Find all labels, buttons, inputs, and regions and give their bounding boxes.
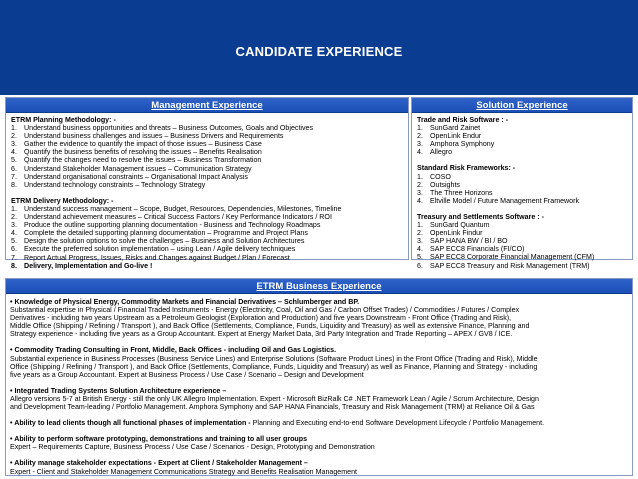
list-item-number: 7. bbox=[11, 253, 17, 262]
list-item-text: Gather the evidence to quantify the impact of those issues – Business Case bbox=[24, 140, 262, 149]
experience-detail-line: Expert - Client and Stakeholder Management Communications Strategy and Benefits Realisation Management bbox=[10, 467, 357, 476]
list-item-text: Allegro bbox=[430, 148, 453, 157]
page-title: CANDIDATE EXPERIENCE bbox=[235, 44, 403, 59]
experience-heading: • Ability to perform software prototyping, demonstrations and training to all user groups bbox=[10, 435, 308, 444]
list-item-text: SAP HANA BW / BI / BO bbox=[430, 237, 508, 246]
list-item-number: 1. bbox=[417, 124, 423, 133]
list-item-number: 5. bbox=[417, 253, 423, 262]
list-item-text: Understand success management – Scope, Budget, Resources, Dependencies, Milestones, Timeline bbox=[24, 204, 342, 213]
list-item-number: 8. bbox=[11, 180, 17, 189]
list-item-text: Understand technology constraints – Technology Strategy bbox=[24, 180, 206, 189]
list-item-text: SunGard Quantum bbox=[430, 221, 490, 230]
list-item bbox=[417, 124, 627, 132]
list-item-text: Outsights bbox=[430, 180, 460, 189]
list-item-text: SAP ECC8 Corporate Financial Management (CFM) bbox=[430, 253, 595, 262]
experience-detail-line: Allegro versions 5-7 at British Energy - still the only UK Allegro Implementation. Expert - Microsoft BizRalk C# .NET Framework Lean / Agile / Scrum Architecture, Design bbox=[10, 394, 539, 403]
etrm-business-experience-panel bbox=[5, 278, 633, 476]
list-item-number: 1. bbox=[417, 221, 423, 230]
experience-heading: • Ability to lead clients though all functional phases of implementation - bbox=[10, 419, 251, 428]
list-item bbox=[417, 262, 627, 270]
planning-methodology-title: ETRM Planning Methodology: - bbox=[11, 116, 116, 124]
list-item-number: 7. bbox=[11, 172, 17, 181]
experience-detail-line: Middle Office (Shipping / Refining / Transport ), and Back Office (Settlements, Compliance, Funds, Liquidity and Treasury) as well as extensive Finance, Planning and bbox=[10, 322, 530, 331]
list-item-text: OpenLink Findur bbox=[430, 229, 483, 238]
list-item bbox=[417, 132, 627, 140]
list-item bbox=[11, 229, 403, 237]
list-item bbox=[11, 213, 403, 221]
list-item bbox=[417, 197, 627, 205]
list-item-number: 3. bbox=[417, 188, 423, 197]
etrm-business-experience-header: ETRM Business Experience bbox=[6, 279, 632, 294]
list-item-number: 4. bbox=[417, 245, 423, 254]
list-item-text: Understand Stakeholder Management issues – Communication Strategy bbox=[24, 164, 252, 173]
list-item-number: 5. bbox=[11, 156, 17, 165]
list-item-text: The Three Horizons bbox=[430, 188, 493, 197]
list-item-text: Execute the preferred solution implementation – using Lean / Agile delivery techniques bbox=[24, 245, 296, 254]
trade-risk-software-list bbox=[417, 124, 627, 156]
list-item-number: 5. bbox=[11, 237, 17, 246]
standard-risk-frameworks-list bbox=[417, 173, 627, 205]
list-item-number: 6. bbox=[417, 261, 423, 270]
list-item-number: 6. bbox=[11, 245, 17, 254]
list-item-number: 4. bbox=[11, 229, 17, 238]
list-item bbox=[417, 140, 627, 148]
list-item-number: 6. bbox=[11, 164, 17, 173]
experience-detail-line: Derivatives - including two years Upstream as a Petroleum Geologist (Exploration and Production) and five years Downstream - Front Office (Trading and Risk), bbox=[10, 314, 512, 323]
delivery-methodology-list bbox=[11, 205, 403, 270]
management-experience-panel bbox=[5, 97, 409, 270]
list-item bbox=[417, 237, 627, 245]
list-item-text: Understand business challenges and issues – Business Drivers and Requirements bbox=[24, 132, 284, 141]
list-item bbox=[11, 156, 403, 164]
list-item-text: SAP ECC8 Financials (FI/CO) bbox=[430, 245, 525, 254]
list-item-number: 2. bbox=[417, 132, 423, 141]
list-item bbox=[11, 205, 403, 213]
list-item-number: 1. bbox=[11, 204, 17, 213]
list-item-number: 2. bbox=[417, 229, 423, 238]
list-item-number: 3. bbox=[417, 140, 423, 149]
list-item bbox=[11, 148, 403, 156]
treasury-settlements-software-title: Treasury and Settlements Software : - bbox=[417, 212, 544, 221]
experience-detail-line: Expert – Requirements Capture, Business Process / Use Case / Scenarios - Design, Prototyping and Demonstration bbox=[10, 443, 375, 452]
standard-risk-frameworks-title: Standard Risk Frameworks: - bbox=[417, 164, 516, 173]
experience-detail-line: Substantial experience in Business Processes (Business Service Lines) and Enterprise Solutions (Software Product Lines) in the Front Office (Trading and Risk), Middle bbox=[10, 354, 538, 363]
list-item-text: Quantify the changes need to resolve the issues – Business Transformation bbox=[24, 156, 262, 165]
list-item-text: Complete the detailed supporting planning documentation – Programme and Project Plans bbox=[24, 229, 308, 238]
list-item-text: Amphora Symphony bbox=[430, 140, 495, 149]
list-item-text: OpenLink Endur bbox=[430, 132, 482, 141]
experience-paragraph bbox=[10, 387, 628, 411]
list-item-number: 4. bbox=[11, 148, 17, 157]
list-item bbox=[11, 140, 403, 148]
list-item-number: 4. bbox=[417, 148, 423, 157]
list-item bbox=[417, 229, 627, 237]
list-item bbox=[417, 189, 627, 197]
trade-risk-software-title: Trade and Risk Software : - bbox=[417, 116, 509, 124]
list-item-text: SAP ECC8 Treasury and Risk Management (TRM) bbox=[430, 261, 590, 270]
experience-detail-line: Strategy experience - including five years as a Group Accountant. Expert at Energy Market Data, 3rd Party Integration and Trade Reporting – APEX / GV8 / ICE. bbox=[10, 330, 513, 339]
list-item bbox=[417, 221, 627, 229]
list-item-text: Report Actual Progress, Issues, Risks and Changes against Budget / Plan / Forecast bbox=[24, 253, 290, 262]
experience-paragraph bbox=[10, 419, 628, 427]
list-item-text: Understand organisational constraints – Organisational Impact Analysis bbox=[24, 172, 248, 181]
list-item bbox=[11, 165, 403, 173]
list-item bbox=[11, 181, 403, 189]
list-item bbox=[11, 132, 403, 140]
etrm-business-experience-body bbox=[6, 294, 632, 476]
list-item bbox=[417, 181, 627, 189]
list-item-text: Understand business opportunities and threats – Business Outcomes, Goals and Objectives bbox=[24, 124, 314, 133]
experience-detail-line: Office (Shipping / Refining / Transport ), and Back Office (Settlements, Compliance, Funds, Liquidity and Treasury) as well as Finance, Planning and Strategy - including bbox=[10, 362, 538, 371]
experience-detail-line: Substantial expertise in Physical / Financial Traded Instruments - Energy (Electricity, Coal, Oil and Gas / Carbon Offset Trades) / Commodities / Futures / Complex bbox=[10, 306, 520, 315]
list-item-number: 3. bbox=[11, 221, 17, 230]
treasury-settlements-software-list bbox=[417, 221, 627, 270]
experience-paragraph bbox=[10, 298, 628, 338]
list-item-text: COSO bbox=[430, 172, 451, 181]
list-item-text: Eltville Model / Future Management Framework bbox=[430, 196, 580, 205]
list-item bbox=[417, 253, 627, 261]
list-item-number: 3. bbox=[11, 140, 17, 149]
title-banner bbox=[0, 0, 638, 95]
list-item bbox=[11, 124, 403, 132]
list-item-number: 2. bbox=[417, 180, 423, 189]
list-item-text: Delivery, Implementation and Go-live ! bbox=[24, 261, 153, 270]
list-item-text: SunGard Zainet bbox=[430, 124, 481, 133]
list-item bbox=[11, 245, 403, 253]
solution-experience-panel bbox=[411, 97, 633, 270]
list-item bbox=[11, 254, 403, 262]
experience-heading: • Knowledge of Physical Energy, Commodity Markets and Financial Derivatives – Schlumberger and BP. bbox=[10, 298, 360, 306]
solution-experience-header: Solution Experience bbox=[412, 98, 632, 113]
list-item-number: 3. bbox=[417, 237, 423, 246]
management-experience-header: Management Experience bbox=[6, 98, 408, 113]
list-item-number: 1. bbox=[11, 124, 17, 133]
list-item bbox=[11, 221, 403, 229]
experience-detail-line: five years as a Group Accountant. Expert at Business Process / Use Case / Scenario – Design and Development bbox=[10, 370, 364, 379]
experience-heading: • Commodity Trading Consulting in Front, Middle, Back Offices - including Oil and Gas Logistics. bbox=[10, 346, 337, 355]
list-item-text: Quantify the business benefits of resolving the issues – Benefits Realisation bbox=[24, 148, 262, 157]
list-item-text: Understand achievement measures – Critical Success Factors / Key Performance Indicators / ROI bbox=[24, 213, 332, 222]
list-item bbox=[11, 237, 403, 245]
experience-paragraph bbox=[10, 346, 628, 378]
experience-heading-detail: Planning and Executing end-to-end Software Development Lifecycle / Portfolio Management. bbox=[250, 419, 545, 428]
list-item bbox=[11, 262, 403, 270]
experience-paragraph bbox=[10, 435, 628, 451]
list-item bbox=[417, 173, 627, 181]
list-item-number: 2. bbox=[11, 132, 17, 141]
planning-methodology-list bbox=[11, 124, 403, 189]
list-item-text: Produce the outline supporting planning documentation - Business and Technology Roadmaps bbox=[24, 221, 321, 230]
experience-heading: • Integrated Trading Systems Solution Architecture experience – bbox=[10, 386, 227, 395]
experience-heading: • Ability manage stakeholder expectations - Expert at Client / Stakeholder Management – bbox=[10, 459, 308, 468]
list-item-number: 4. bbox=[417, 196, 423, 205]
list-item-number: 2. bbox=[11, 213, 17, 222]
delivery-methodology-title: ETRM Delivery Methodology: - bbox=[11, 196, 114, 205]
list-item-number: 1. bbox=[417, 172, 423, 181]
list-item bbox=[11, 173, 403, 181]
list-item-text: Design the solution options to solve the challenges – Business and Solution Architectures bbox=[24, 237, 305, 246]
experience-paragraph bbox=[10, 459, 628, 475]
list-item-number: 8. bbox=[11, 261, 17, 270]
list-item bbox=[417, 245, 627, 253]
list-item bbox=[417, 148, 627, 156]
experience-detail-line: and Development Team-leading / Portfolio Management. Amphora Symphony and SAP HANA Financials, Treasury and Risk Management (TRM) at Reliance Oil & Gas bbox=[10, 403, 535, 412]
